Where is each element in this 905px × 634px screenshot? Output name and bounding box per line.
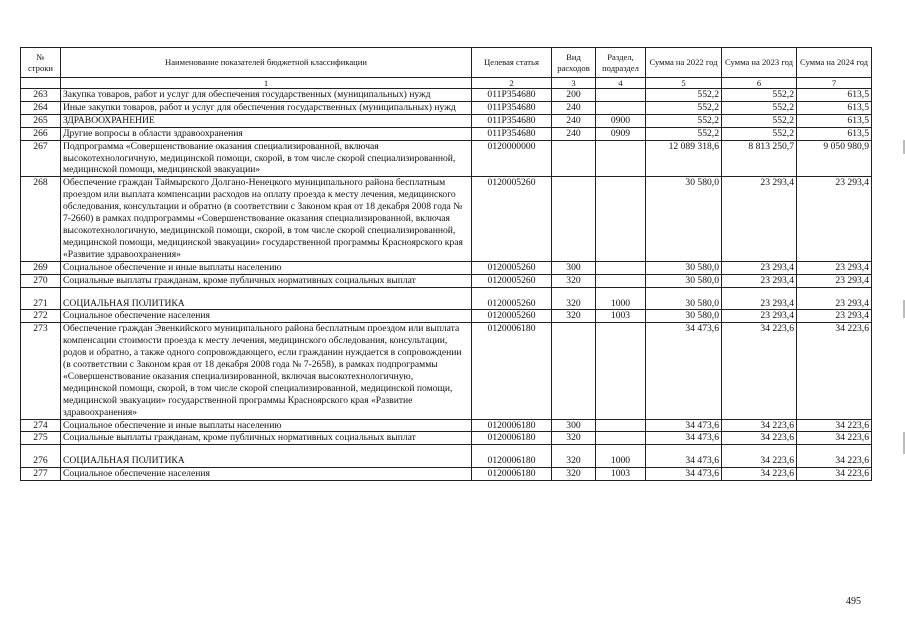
row-number: 266 bbox=[21, 127, 61, 140]
row-name: Социальное обеспечение и иные выплаты населению bbox=[61, 261, 472, 274]
table-row bbox=[21, 140, 872, 177]
row-section bbox=[596, 101, 646, 114]
row-sum-2024: 34 223,6 bbox=[797, 445, 872, 468]
table-row bbox=[21, 419, 872, 432]
row-name: Обеспечение граждан Эвенкийского муниципального района бесплатным проездом или выплата компенсации стоимости проезда к месту лечения, медицинского обследования, консультации, родов и обратно, а также одного сопровождающего, если гражданин нуждается в сопровождении (в соответствии с Законом края от 18 декабря 2008 года № 7-2658), в рамках подпрограммы «Совершенствование оказания специализированной, включая высокотехнологичную, медицинской помощи, скорой, в том числе скорой специализированной, медицинской помощи, медицинской эвакуации» государственной программы Красноярского края «Развитие здравоохранения» bbox=[61, 323, 472, 419]
row-expense-type: 300 bbox=[552, 261, 596, 274]
row-expense-type: 320 bbox=[552, 310, 596, 323]
row-expense-type: 320 bbox=[552, 274, 596, 287]
table-row bbox=[21, 310, 872, 323]
row-section bbox=[596, 323, 646, 419]
column-number-row bbox=[21, 78, 872, 89]
row-sum-2022: 552,2 bbox=[646, 89, 722, 102]
row-target: 0120006180 bbox=[472, 323, 552, 419]
header-sum-2023: Сумма на 2023 год bbox=[722, 48, 797, 78]
row-sum-2022: 34 473,6 bbox=[646, 419, 722, 432]
row-sum-2023: 23 293,4 bbox=[722, 310, 797, 323]
column-number bbox=[21, 78, 61, 89]
row-section bbox=[596, 261, 646, 274]
column-number: 7 bbox=[797, 78, 872, 89]
table-row bbox=[21, 445, 872, 468]
row-target: 011Р354680 bbox=[472, 89, 552, 102]
row-expense-type: 240 bbox=[552, 114, 596, 127]
row-sum-2023: 552,2 bbox=[722, 114, 797, 127]
row-section bbox=[596, 89, 646, 102]
row-expense-type: 320 bbox=[552, 445, 596, 468]
table-body bbox=[21, 89, 872, 481]
row-sum-2023: 552,2 bbox=[722, 101, 797, 114]
column-number: 6 bbox=[722, 78, 797, 89]
row-number: 264 bbox=[21, 101, 61, 114]
row-section: 0909 bbox=[596, 127, 646, 140]
row-sum-2022: 552,2 bbox=[646, 114, 722, 127]
table-row bbox=[21, 274, 872, 287]
row-name: ЗДРАВООХРАНЕНИЕ bbox=[61, 114, 472, 127]
row-number: 269 bbox=[21, 261, 61, 274]
row-expense-type bbox=[552, 140, 596, 177]
row-expense-type: 240 bbox=[552, 127, 596, 140]
row-target: 0120005260 bbox=[472, 310, 552, 323]
table-row bbox=[21, 89, 872, 102]
row-sum-2023: 23 293,4 bbox=[722, 177, 797, 261]
row-number: 276 bbox=[21, 445, 61, 468]
row-name: Иные закупки товаров, работ и услуг для обеспечения государственных (муниципальных) нужд bbox=[61, 101, 472, 114]
row-sum-2023: 34 223,6 bbox=[722, 323, 797, 419]
row-section bbox=[596, 140, 646, 177]
row-target: 0120005260 bbox=[472, 261, 552, 274]
row-number: 271 bbox=[21, 287, 61, 310]
row-sum-2022: 34 473,6 bbox=[646, 445, 722, 468]
page-number: 495 bbox=[846, 596, 861, 607]
row-sum-2023: 23 293,4 bbox=[722, 274, 797, 287]
row-name: Социальные выплаты гражданам, кроме публичных нормативных социальных выплат bbox=[61, 274, 472, 287]
column-number: 2 bbox=[472, 78, 552, 89]
row-target: 0120000000 bbox=[472, 140, 552, 177]
header-name: Наименование показателей бюджетной классификации bbox=[61, 48, 472, 78]
table-row bbox=[21, 432, 872, 445]
row-section: 1000 bbox=[596, 287, 646, 310]
budget-table bbox=[20, 47, 872, 481]
row-sum-2023: 34 223,6 bbox=[722, 419, 797, 432]
row-number: 274 bbox=[21, 419, 61, 432]
row-sum-2023: 23 293,4 bbox=[722, 261, 797, 274]
row-section bbox=[596, 419, 646, 432]
header-section: Раздел, подраздел bbox=[596, 48, 646, 78]
row-section: 1003 bbox=[596, 468, 646, 481]
row-name: Подпрограмма «Совершенствование оказания специализированной, включая высокотехнологичную, медицинской помощи, скорой, в том числе скорой специализированной, медицинской помощи, медицинской эвакуации» bbox=[61, 140, 472, 177]
row-sum-2024: 34 223,6 bbox=[797, 419, 872, 432]
row-number: 272 bbox=[21, 310, 61, 323]
row-target: 0120006180 bbox=[472, 445, 552, 468]
column-number: 1 bbox=[61, 78, 472, 89]
row-number: 263 bbox=[21, 89, 61, 102]
row-target: 0120005260 bbox=[472, 274, 552, 287]
row-sum-2022: 34 473,6 bbox=[646, 323, 722, 419]
row-sum-2023: 34 223,6 bbox=[722, 468, 797, 481]
row-expense-type: 320 bbox=[552, 468, 596, 481]
row-sum-2024: 9 050 980,9 bbox=[797, 140, 872, 177]
column-number: 4 bbox=[596, 78, 646, 89]
row-sum-2023: 34 223,6 bbox=[722, 445, 797, 468]
row-name: Социальное обеспечение населения bbox=[61, 468, 472, 481]
row-target: 0120005260 bbox=[472, 287, 552, 310]
table-row bbox=[21, 323, 872, 419]
row-sum-2024: 613,5 bbox=[797, 114, 872, 127]
row-expense-type: 240 bbox=[552, 101, 596, 114]
column-number: 5 bbox=[646, 78, 722, 89]
row-sum-2024: 23 293,4 bbox=[797, 177, 872, 261]
row-section bbox=[596, 177, 646, 261]
row-target: 011Р354680 bbox=[472, 127, 552, 140]
row-sum-2022: 30 580,0 bbox=[646, 287, 722, 310]
row-sum-2024: 23 293,4 bbox=[797, 310, 872, 323]
table-header bbox=[21, 48, 872, 89]
row-expense-type: 320 bbox=[552, 287, 596, 310]
row-name: Социальные выплаты гражданам, кроме публичных нормативных социальных выплат bbox=[61, 432, 472, 445]
row-sum-2022: 12 089 318,6 bbox=[646, 140, 722, 177]
row-expense-type: 300 bbox=[552, 419, 596, 432]
row-sum-2022: 30 580,0 bbox=[646, 274, 722, 287]
row-sum-2022: 30 580,0 bbox=[646, 177, 722, 261]
row-section: 0900 bbox=[596, 114, 646, 127]
table-row bbox=[21, 468, 872, 481]
row-sum-2023: 552,2 bbox=[722, 89, 797, 102]
row-name: Социальное обеспечение и иные выплаты населению bbox=[61, 419, 472, 432]
row-sum-2024: 23 293,4 bbox=[797, 274, 872, 287]
row-name: Другие вопросы в области здравоохранения bbox=[61, 127, 472, 140]
row-section bbox=[596, 432, 646, 445]
row-number: 267 bbox=[21, 140, 61, 177]
row-expense-type bbox=[552, 177, 596, 261]
row-sum-2024: 23 293,4 bbox=[797, 287, 872, 310]
table-row bbox=[21, 177, 872, 261]
row-number: 275 bbox=[21, 432, 61, 445]
row-expense-type: 200 bbox=[552, 89, 596, 102]
header-expense-type: Вид расходов bbox=[552, 48, 596, 78]
row-sum-2024: 613,5 bbox=[797, 127, 872, 140]
row-target: 011Р354680 bbox=[472, 114, 552, 127]
row-sum-2023: 8 813 250,7 bbox=[722, 140, 797, 177]
row-target: 0120005260 bbox=[472, 177, 552, 261]
row-section: 1003 bbox=[596, 310, 646, 323]
row-sum-2024: 23 293,4 bbox=[797, 261, 872, 274]
row-name: Социальное обеспечение населения bbox=[61, 310, 472, 323]
row-sum-2022: 552,2 bbox=[646, 101, 722, 114]
row-name: СОЦИАЛЬНАЯ ПОЛИТИКА bbox=[61, 445, 472, 468]
table-row bbox=[21, 261, 872, 274]
row-sum-2023: 34 223,6 bbox=[722, 432, 797, 445]
row-name: Закупка товаров, работ и услуг для обеспечения государственных (муниципальных) нужд bbox=[61, 89, 472, 102]
table-row bbox=[21, 127, 872, 140]
row-target: 0120006180 bbox=[472, 432, 552, 445]
row-sum-2023: 552,2 bbox=[722, 127, 797, 140]
table-row bbox=[21, 287, 872, 310]
header-row-no: № строки bbox=[21, 48, 61, 78]
table-row bbox=[21, 101, 872, 114]
header-target: Целевая статья bbox=[472, 48, 552, 78]
row-section bbox=[596, 274, 646, 287]
row-sum-2022: 30 580,0 bbox=[646, 261, 722, 274]
row-section: 1000 bbox=[596, 445, 646, 468]
row-sum-2022: 34 473,6 bbox=[646, 432, 722, 445]
row-number: 273 bbox=[21, 323, 61, 419]
row-target: 0120006180 bbox=[472, 468, 552, 481]
row-sum-2022: 34 473,6 bbox=[646, 468, 722, 481]
row-sum-2022: 30 580,0 bbox=[646, 310, 722, 323]
row-name: СОЦИАЛЬНАЯ ПОЛИТИКА bbox=[61, 287, 472, 310]
row-number: 265 bbox=[21, 114, 61, 127]
row-expense-type: 320 bbox=[552, 432, 596, 445]
row-sum-2024: 34 223,6 bbox=[797, 323, 872, 419]
row-target: 011Р354680 bbox=[472, 101, 552, 114]
row-number: 270 bbox=[21, 274, 61, 287]
row-name: Обеспечение граждан Таймырского Долгано-Ненецкого муниципального района бесплатным проездом или выплата компенсации расходов на оплату проезда к месту лечения, медицинского обследования, консультации и обратно (в соответствии с Законом края от 18 декабря 2008 года № 7-2660) в рамках подпрограммы «Совершенствование оказания специализированной, включая высокотехнологичную, медицинской помощи, скорой, в том числе скорой специализированной, медицинской помощи, медицинской эвакуации» государственной программы Красноярского края «Развитие здравоохранения» bbox=[61, 177, 472, 261]
row-number: 268 bbox=[21, 177, 61, 261]
row-sum-2023: 23 293,4 bbox=[722, 287, 797, 310]
row-number: 277 bbox=[21, 468, 61, 481]
row-target: 0120006180 bbox=[472, 419, 552, 432]
row-sum-2022: 552,2 bbox=[646, 127, 722, 140]
row-sum-2024: 613,5 bbox=[797, 101, 872, 114]
row-sum-2024: 34 223,6 bbox=[797, 468, 872, 481]
header-sum-2022: Сумма на 2022 год bbox=[646, 48, 722, 78]
row-expense-type bbox=[552, 323, 596, 419]
column-number: 3 bbox=[552, 78, 596, 89]
row-sum-2024: 613,5 bbox=[797, 89, 872, 102]
header-sum-2024: Сумма на 2024 год bbox=[797, 48, 872, 78]
table-row bbox=[21, 114, 872, 127]
row-sum-2024: 34 223,6 bbox=[797, 432, 872, 445]
